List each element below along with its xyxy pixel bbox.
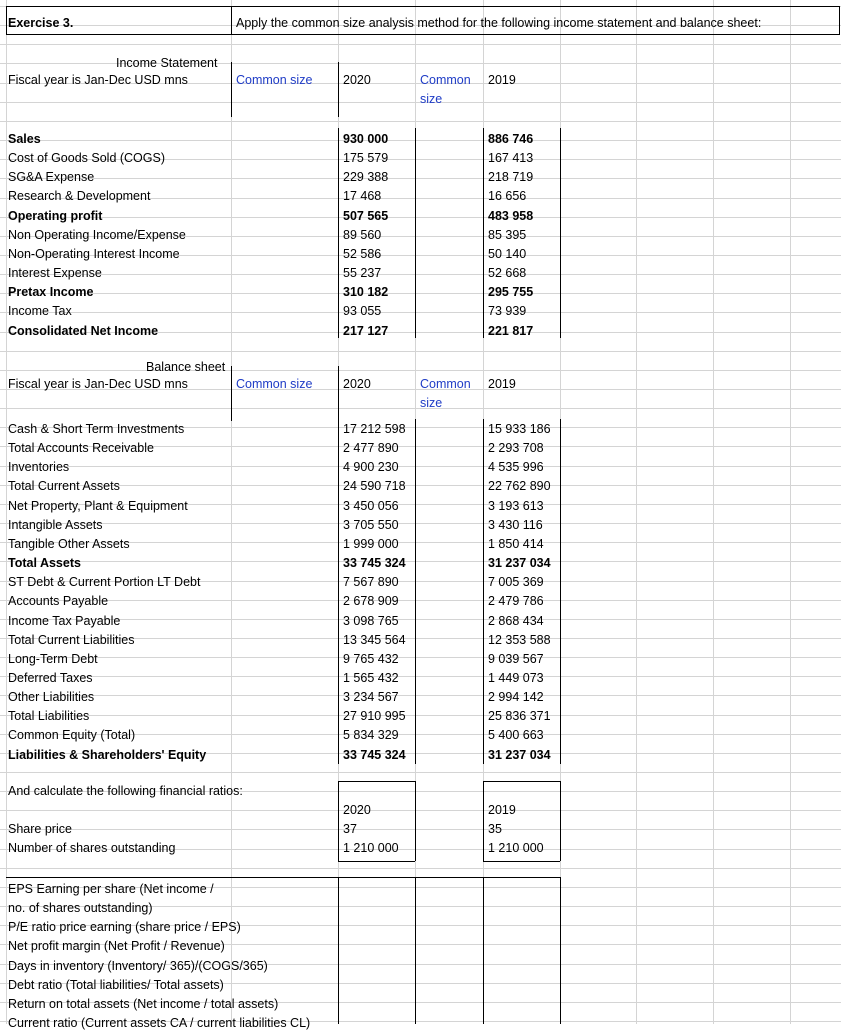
grid-row-line: [0, 466, 841, 467]
balance-common-b: size: [420, 396, 443, 410]
income-row-value-2020: 52 586: [343, 246, 382, 261]
balance-row-label: Income Tax Payable: [8, 613, 121, 628]
cell-border: [338, 877, 339, 1024]
exercise-title: Exercise 3.: [8, 16, 74, 30]
balance-row-label: Total Current Liabilities: [8, 632, 135, 647]
income-row-label: Consolidated Net Income: [8, 323, 159, 338]
balance-row-value-2019: 7 005 369: [488, 575, 544, 590]
income-row-value-2020: 175 579: [343, 151, 389, 166]
balance-year-2020: 2020: [343, 377, 371, 391]
income-row-value-2019: 167 413: [488, 151, 534, 166]
balance-title: Balance sheet: [146, 360, 226, 374]
shares-outstanding-2019: 1 210 000: [488, 841, 544, 855]
income-row-value-2020: 93 055: [343, 304, 382, 319]
income-year-2020: 2020: [343, 73, 371, 87]
balance-row-label: Net Property, Plant & Equipment: [8, 498, 188, 513]
income-row-value-2019: 295 755: [488, 285, 534, 300]
cell-border: [415, 419, 416, 764]
balance-row-label: Long-Term Debt: [8, 651, 98, 666]
ratio-item: no. of shares outstanding): [8, 901, 153, 916]
share-price-2019: 35: [488, 822, 502, 836]
balance-row-label: Intangible Assets: [8, 517, 103, 532]
balance-row-value-2020: 3 234 567: [343, 690, 399, 705]
ratios-intro: And calculate the following financial ratios:: [8, 784, 243, 798]
income-row-value-2020: 89 560: [343, 227, 382, 242]
income-row-label: Interest Expense: [8, 266, 102, 281]
balance-common-size: Common size: [236, 377, 313, 391]
income-common-size: Common size: [236, 73, 313, 87]
balance-row-value-2019: 15 933 186: [488, 422, 551, 436]
grid-row-line: [0, 121, 841, 122]
cell-border: [338, 781, 339, 861]
balance-row-value-2020: 27 910 995: [343, 709, 406, 724]
cell-border: [6, 877, 560, 878]
income-row-value-2019: 52 668: [488, 266, 527, 281]
cell-border: [6, 6, 840, 7]
income-row-value-2019: 16 656: [488, 189, 527, 204]
balance-row-label: Other Liabilities: [8, 690, 95, 705]
balance-row-value-2019: 4 535 996: [488, 460, 544, 475]
income-row-value-2019: 218 719: [488, 170, 534, 185]
cell-border: [483, 128, 484, 338]
income-row-label: Sales: [8, 132, 41, 146]
cell-border: [338, 419, 339, 764]
grid-row-line: [0, 829, 841, 830]
cell-border: [839, 6, 840, 34]
grid-row-line: [0, 178, 841, 179]
cell-border: [483, 861, 560, 862]
balance-row-label: Common Equity (Total): [8, 728, 136, 743]
income-row-value-2020: 17 468: [343, 189, 382, 204]
grid-column-line: [231, 0, 232, 1024]
balance-common-a: Common: [420, 377, 471, 391]
grid-column-line: [790, 0, 791, 1024]
balance-row-value-2020: 17 212 598: [343, 422, 406, 436]
income-row-label: Research & Development: [8, 189, 151, 204]
cell-border: [415, 877, 416, 1024]
income-row-label: Income Tax: [8, 304, 72, 319]
cell-border: [415, 781, 416, 861]
balance-row-value-2019: 2 479 786: [488, 594, 544, 609]
balance-row-label: Inventories: [8, 460, 70, 475]
balance-row-value-2019: 2 994 142: [488, 690, 544, 705]
balance-row-value-2019: 1 850 414: [488, 536, 544, 551]
balance-row-value-2019: 1 449 073: [488, 670, 544, 685]
balance-row-label: Liabilities & Shareholders' Equity: [8, 747, 207, 762]
income-title: Income Statement: [116, 56, 218, 70]
balance-row-value-2019: 5 400 663: [488, 728, 544, 743]
balance-row-value-2019: 2 868 434: [488, 613, 544, 628]
grid-row-line: [0, 600, 841, 601]
balance-row-label: Total Current Assets: [8, 479, 120, 494]
cell-border: [338, 861, 415, 862]
cell-border: [6, 34, 840, 35]
income-row-value-2020: 55 237: [343, 266, 382, 281]
balance-row-value-2020: 24 590 718: [343, 479, 406, 494]
cell-border: [338, 128, 339, 338]
income-row-label: Pretax Income: [8, 285, 94, 300]
cell-border: [560, 877, 561, 1024]
balance-row-value-2020: 33 745 324: [343, 556, 406, 571]
balance-row-label: Accounts Payable: [8, 594, 109, 609]
grid-row-line: [0, 561, 841, 562]
income-row-value-2019: 221 817: [488, 323, 534, 338]
ratios-year-2019: 2019: [488, 803, 516, 817]
income-year-2019: 2019: [488, 73, 516, 87]
balance-row-value-2019: 31 237 034: [488, 747, 551, 762]
balance-row-label: Cash & Short Term Investments: [8, 422, 185, 436]
balance-row-value-2020: 3 705 550: [343, 517, 399, 532]
grid-row-line: [0, 370, 841, 371]
cell-border: [231, 62, 232, 117]
balance-row-label: Total Accounts Receivable: [8, 441, 154, 456]
shares-outstanding-2020: 1 210 000: [343, 841, 399, 855]
balance-row-value-2020: 3 098 765: [343, 613, 399, 628]
cell-border: [231, 6, 232, 34]
grid-row-line: [0, 810, 841, 811]
grid-column-line: [6, 0, 7, 1024]
instruction-text: Apply the common size analysis method for the following income statement and balance sheet:: [236, 16, 762, 30]
grid-row-line: [0, 695, 841, 696]
balance-row-label: Total Assets: [8, 556, 81, 571]
income-common-a: Common: [420, 73, 471, 87]
cell-border: [483, 781, 560, 782]
income-common-b: size: [420, 92, 443, 106]
balance-row-value-2020: 1 565 432: [343, 670, 399, 685]
income-row-value-2019: 85 395: [488, 227, 527, 242]
cell-border: [6, 6, 7, 34]
ratio-item: Days in inventory (Inventory/ 365)/(COGS/365): [8, 958, 268, 973]
shares-outstanding-label: Number of shares outstanding: [8, 841, 176, 855]
income-row-label: Cost of Goods Sold (COGS): [8, 151, 166, 166]
income-row-value-2019: 50 140: [488, 246, 527, 261]
cell-border: [231, 366, 232, 421]
ratios-year-2020: 2020: [343, 803, 371, 817]
balance-row-value-2019: 12 353 588: [488, 632, 551, 647]
grid-row-line: [0, 44, 841, 45]
ratio-item: EPS Earning per share (Net income /: [8, 882, 214, 896]
ratio-item: Debt ratio (Total liabilities/ Total assets): [8, 977, 224, 992]
cell-border: [483, 419, 484, 764]
grid-row-line: [0, 217, 841, 218]
grid-row-line: [0, 140, 841, 141]
grid-row-line: [0, 657, 841, 658]
income-row-value-2020: 229 388: [343, 170, 389, 185]
income-row-value-2019: 73 939: [488, 304, 527, 319]
income-row-value-2019: 483 958: [488, 208, 534, 223]
grid-row-line: [0, 485, 841, 486]
grid-row-line: [0, 715, 841, 716]
share-price-2020: 37: [343, 822, 357, 836]
cell-border: [338, 781, 415, 782]
cell-border: [415, 128, 416, 338]
ratio-item: Current ratio (Current assets CA / current liabilities CL): [8, 1016, 311, 1031]
ratio-item: Net profit margin (Net Profit / Revenue): [8, 939, 225, 954]
balance-row-value-2020: 4 900 230: [343, 460, 399, 475]
balance-row-value-2019: 2 293 708: [488, 441, 544, 456]
balance-row-label: Tangible Other Assets: [8, 536, 130, 551]
balance-row-value-2020: 1 999 000: [343, 536, 399, 551]
balance-row-value-2019: 31 237 034: [488, 556, 551, 571]
grid-row-line: [0, 676, 841, 677]
grid-row-line: [0, 619, 841, 620]
balance-row-label: ST Debt & Current Portion LT Debt: [8, 575, 201, 590]
cell-border: [560, 419, 561, 764]
balance-row-value-2020: 33 745 324: [343, 747, 406, 762]
balance-row-value-2019: 9 039 567: [488, 651, 544, 666]
balance-row-value-2020: 5 834 329: [343, 728, 399, 743]
income-row-label: SG&A Expense: [8, 170, 95, 185]
income-row-value-2019: 886 746: [488, 132, 534, 146]
grid-row-line: [0, 312, 841, 313]
income-row-label: Non-Operating Interest Income: [8, 246, 180, 261]
balance-row-value-2019: 22 762 890: [488, 479, 551, 494]
balance-year-2019: 2019: [488, 377, 516, 391]
balance-row-value-2020: 7 567 890: [343, 575, 399, 590]
ratio-item: P/E ratio price earning (share price / EPS): [8, 920, 241, 935]
income-row-value-2020: 310 182: [343, 285, 389, 300]
cell-border: [483, 877, 484, 1024]
balance-row-value-2019: 25 836 371: [488, 709, 551, 724]
balance-row-value-2019: 3 193 613: [488, 498, 544, 513]
grid-row-line: [0, 868, 841, 869]
income-row-value-2020: 930 000: [343, 132, 389, 146]
ratio-item: Return on total assets (Net income / total assets): [8, 996, 279, 1011]
grid-row-line: [0, 351, 841, 352]
income-row-value-2020: 507 565: [343, 208, 389, 223]
balance-row-value-2020: 2 678 909: [343, 594, 399, 609]
cell-border: [560, 781, 561, 861]
grid-row-line: [0, 293, 841, 294]
income-row-value-2020: 217 127: [343, 323, 389, 338]
balance-row-value-2020: 13 345 564: [343, 632, 406, 647]
balance-row-value-2020: 3 450 056: [343, 498, 399, 513]
cell-border: [338, 62, 339, 117]
cell-border: [560, 128, 561, 338]
grid-column-line: [713, 0, 714, 1024]
income-row-label: Operating profit: [8, 208, 103, 223]
balance-fiscal: Fiscal year is Jan-Dec USD mns: [8, 377, 188, 391]
grid-row-line: [0, 523, 841, 524]
share-price-label: Share price: [8, 822, 72, 836]
grid-row-line: [0, 772, 841, 773]
income-fiscal: Fiscal year is Jan-Dec USD mns: [8, 73, 188, 87]
grid-column-line: [636, 0, 637, 1024]
balance-row-label: Total Liabilities: [8, 709, 90, 724]
income-row-label: Non Operating Income/Expense: [8, 227, 186, 242]
balance-row-value-2019: 3 430 116: [488, 517, 543, 532]
cell-border: [483, 781, 484, 861]
balance-row-label: Deferred Taxes: [8, 670, 93, 685]
balance-row-value-2020: 2 477 890: [343, 441, 399, 456]
grid-row-line: [0, 274, 841, 275]
balance-row-value-2020: 9 765 432: [343, 651, 399, 666]
cell-border: [338, 366, 339, 421]
